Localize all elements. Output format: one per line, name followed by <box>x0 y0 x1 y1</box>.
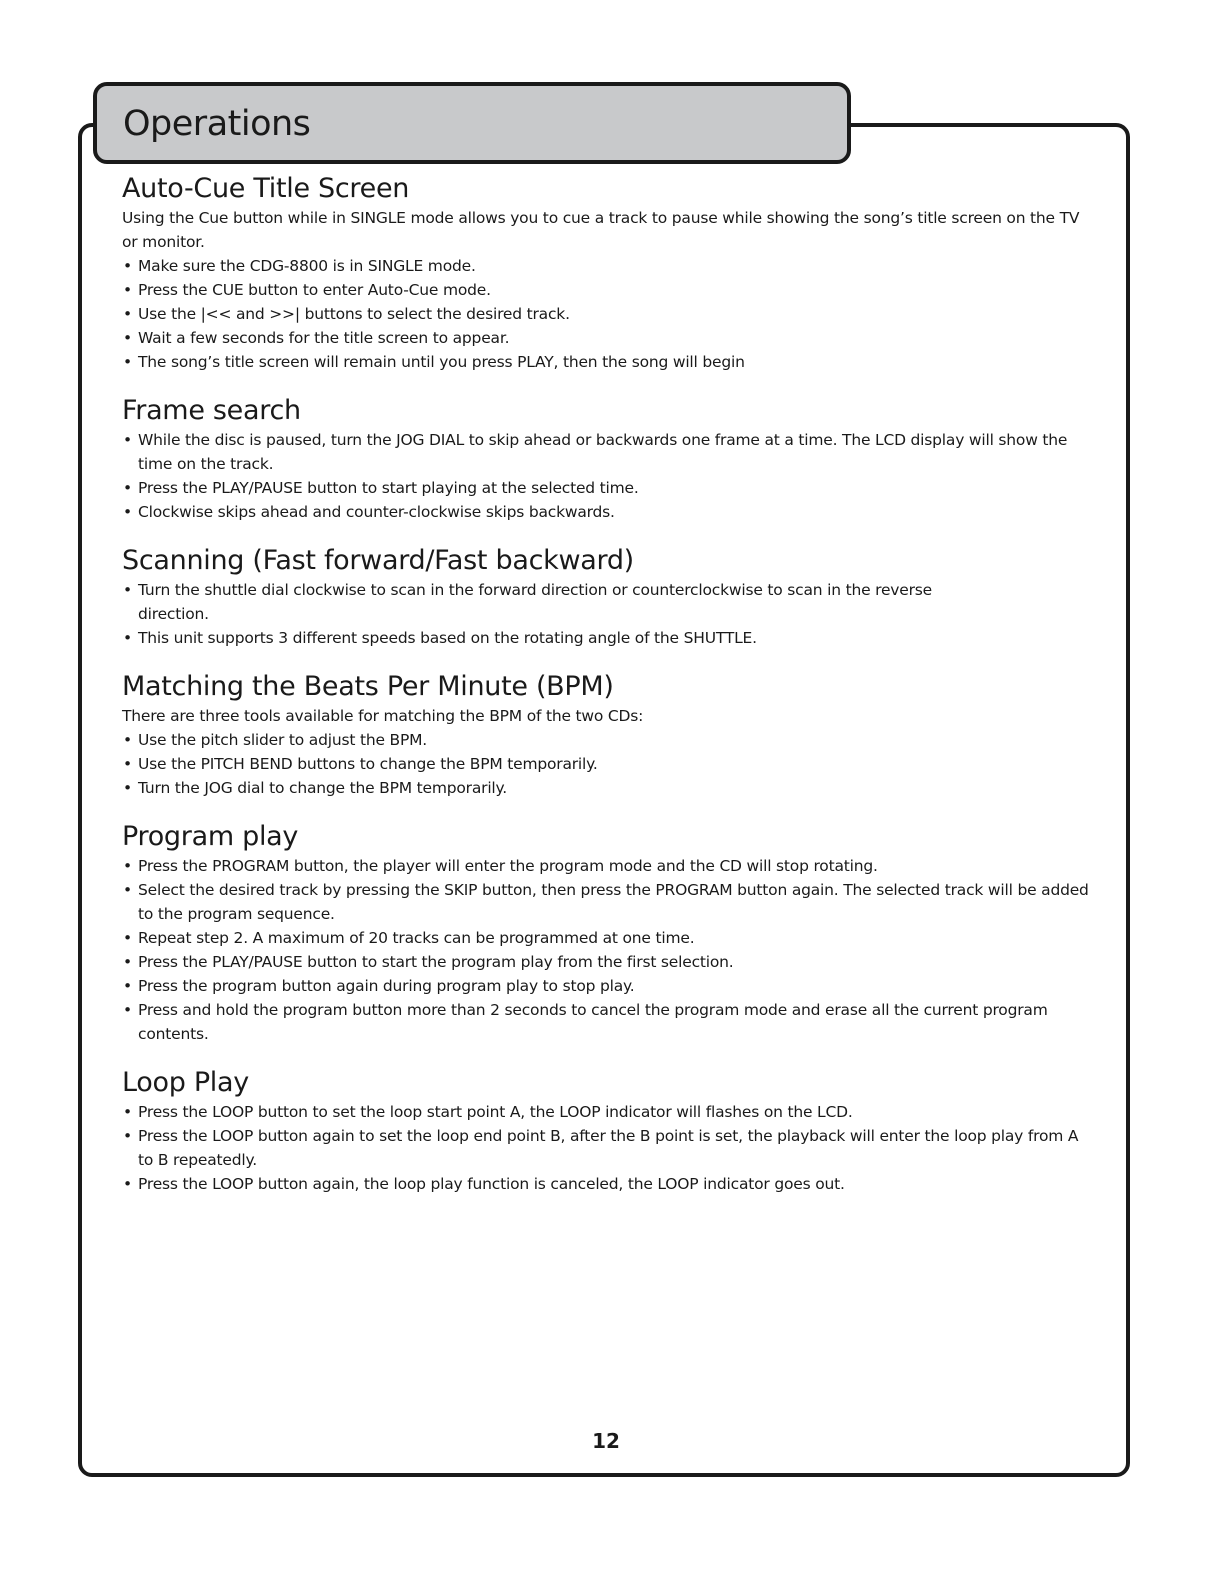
bullet-item: • Press the LOOP button again, the loop play function is canceled, the LOOP indicator goes out. <box>122 1172 1092 1196</box>
bullet-item: • Press the LOOP button again to set the loop end point B, after the B point is set, the playback will enter the loop play from A to B repeatedly. <box>122 1124 1092 1172</box>
bullet-item: • Press the PROGRAM button, the player will enter the program mode and the CD will stop rotating. <box>122 854 1092 878</box>
bullet-item: • Press the CUE button to enter Auto-Cue mode. <box>122 278 1092 302</box>
section-title: Auto-Cue Title Screen <box>122 173 410 204</box>
section-title: Matching the Beats Per Minute (BPM) <box>122 671 614 702</box>
bullet-item: • Press the PLAY/PAUSE button to start playing at the selected time. <box>122 476 1092 500</box>
bullet-list <box>122 854 1092 1046</box>
bullet-item: • This unit supports 3 different speeds based on the rotating angle of the SHUTTLE. <box>122 626 950 650</box>
section-title: Scanning (Fast forward/Fast backward) <box>122 545 634 576</box>
bullet-item: • Press the PLAY/PAUSE button to start the program play from the first selection. <box>122 950 1092 974</box>
section-frame-search <box>122 394 1092 524</box>
bullet-item: • Press the program button again during program play to stop play. <box>122 974 1092 998</box>
bullet-item: • Make sure the CDG-8800 is in SINGLE mode. <box>122 254 1092 278</box>
bullet-list <box>122 428 1092 524</box>
bullet-item: • Select the desired track by pressing the SKIP button, then press the PROGRAM button again. The selected track will be added to the program sequence. <box>122 878 1092 926</box>
section-bpm <box>122 670 1092 800</box>
section-auto-cue <box>122 172 1092 374</box>
section-program-play <box>122 820 1092 1046</box>
bullet-item: • Use the |<< and >>| buttons to select the desired track. <box>122 302 1092 326</box>
section-scanning <box>122 544 1092 650</box>
bullet-list <box>122 578 1092 650</box>
section-loop-play <box>122 1066 1092 1196</box>
bullet-item: • The song’s title screen will remain until you press PLAY, then the song will begin <box>122 350 1092 374</box>
bullet-item: • While the disc is paused, turn the JOG DIAL to skip ahead or backwards one frame at a time. The LCD display will show the time on the track. <box>122 428 1092 476</box>
section-title: Loop Play <box>122 1067 249 1098</box>
bullet-item: • Press the LOOP button to set the loop start point A, the LOOP indicator will flashes on the LCD. <box>122 1100 1092 1124</box>
bullet-list <box>122 728 1092 800</box>
section-intro: Using the Cue button while in SINGLE mode allows you to cue a track to pause while showing the song’s title screen on the TV or monitor. <box>122 209 1080 251</box>
section-header-tab <box>93 82 851 164</box>
bullet-item: • Wait a few seconds for the title screen to appear. <box>122 326 1092 350</box>
page-number: 12 <box>592 1429 620 1453</box>
bullet-item: • Clockwise skips ahead and counter-clockwise skips backwards. <box>122 500 1092 524</box>
page-title: Operations <box>123 104 311 144</box>
bullet-list <box>122 254 1092 374</box>
bullet-item: • Turn the JOG dial to change the BPM temporarily. <box>122 776 1092 800</box>
bullet-item: • Press and hold the program button more than 2 seconds to cancel the program mode and erase all the current program contents. <box>122 998 1092 1046</box>
main-content <box>122 172 1092 1196</box>
bullet-item: • Use the pitch slider to adjust the BPM. <box>122 728 1092 752</box>
bullet-item: • Repeat step 2. A maximum of 20 tracks can be programmed at one time. <box>122 926 1092 950</box>
section-title: Program play <box>122 821 299 852</box>
section-intro: There are three tools available for matching the BPM of the two CDs: <box>122 707 644 725</box>
bullet-item: • Use the PITCH BEND buttons to change the BPM temporarily. <box>122 752 1092 776</box>
section-title: Frame search <box>122 395 301 426</box>
bullet-item: • Turn the shuttle dial clockwise to scan in the forward direction or counterclockwise to scan in the reverse direction. <box>122 578 950 626</box>
bullet-list <box>122 1100 1092 1196</box>
